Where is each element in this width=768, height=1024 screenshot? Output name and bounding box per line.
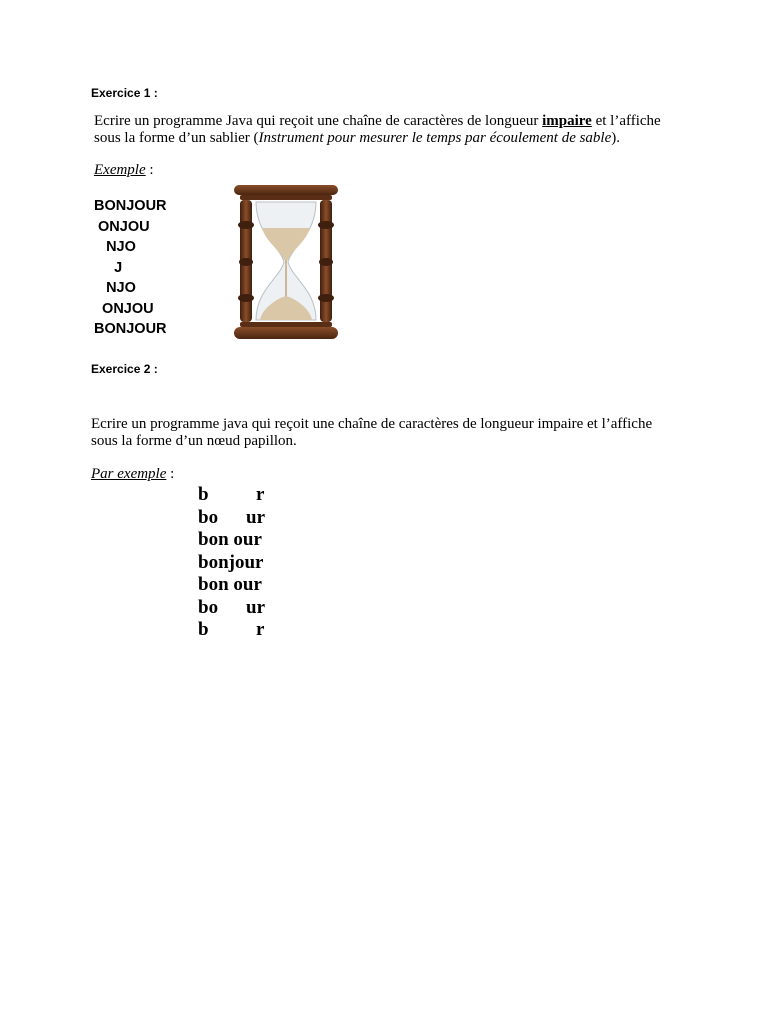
- bowtie-right: r: [256, 484, 265, 505]
- bowtie-left: bon our: [198, 529, 262, 550]
- hourglass-line: ONJOU: [94, 218, 150, 235]
- exercise1-line1: [94, 113, 714, 130]
- example-label-text: Exemple: [94, 162, 146, 178]
- bowtie-row: [198, 529, 298, 552]
- exercise1-heading: Exercice 1 :: [91, 86, 158, 100]
- exercise1-example-label: [94, 162, 154, 179]
- par-exemple-text: Par exemple: [91, 466, 167, 482]
- bowtie-right: r: [256, 619, 265, 640]
- exercise1-line1-start: Ecrire un programme Java qui reçoit une chaîne de caractères de longueur: [94, 113, 543, 129]
- exercise1-line1-end: et l’affiche: [591, 113, 661, 129]
- bowtie-left: bo: [198, 506, 219, 528]
- bowtie-row: [198, 574, 298, 597]
- exercise1-line2-start: sous la forme d’un sablier (: [94, 130, 259, 146]
- exercise1-statement: [94, 113, 714, 147]
- exercise2-example-label: [91, 466, 174, 483]
- par-exemple-colon: :: [166, 466, 175, 482]
- hourglass-line: J: [94, 259, 123, 276]
- exercise2-statement: [91, 416, 731, 450]
- bowtie-row: [198, 484, 298, 507]
- bowtie-row: [198, 507, 298, 530]
- example-label-colon: :: [145, 162, 154, 178]
- hourglass-line: ONJOU: [94, 300, 154, 317]
- bowtie-left: b: [198, 484, 209, 505]
- hourglass-text-example: [94, 196, 167, 340]
- exercise1-definition: Instrument pour mesurer le temps par écoulement de sable: [258, 130, 612, 146]
- bowtie-left: bo: [198, 596, 219, 618]
- exercise2-line1: Ecrire un programme java qui reçoit une chaîne de caractères de longueur impaire et l’affiche: [91, 416, 653, 432]
- bowtie-left: bonjour: [198, 551, 264, 573]
- bowtie-right: ur: [246, 596, 265, 618]
- exercise2-line2: sous la forme d’un nœud papillon.: [91, 433, 297, 449]
- bowtie-example: [198, 484, 298, 642]
- hourglass-image: [222, 180, 340, 345]
- bowtie-row: [198, 552, 298, 575]
- bowtie-left: bon our: [198, 574, 262, 595]
- exercise2-heading: Exercice 2 :: [91, 362, 158, 376]
- hourglass-line: NJO: [94, 239, 136, 255]
- hourglass-line: BONJOUR: [94, 198, 167, 214]
- hourglass-line: NJO: [94, 280, 136, 296]
- hourglass-line: BONJOUR: [94, 321, 167, 337]
- impaire-emphasis: impaire: [542, 113, 592, 129]
- bowtie-row: [198, 619, 298, 642]
- bowtie-right: ur: [246, 506, 265, 528]
- bowtie-row: [198, 597, 298, 620]
- exercise1-line2: [94, 130, 714, 147]
- exercise1-line2-end: ).: [611, 130, 621, 146]
- bowtie-left: b: [198, 619, 209, 640]
